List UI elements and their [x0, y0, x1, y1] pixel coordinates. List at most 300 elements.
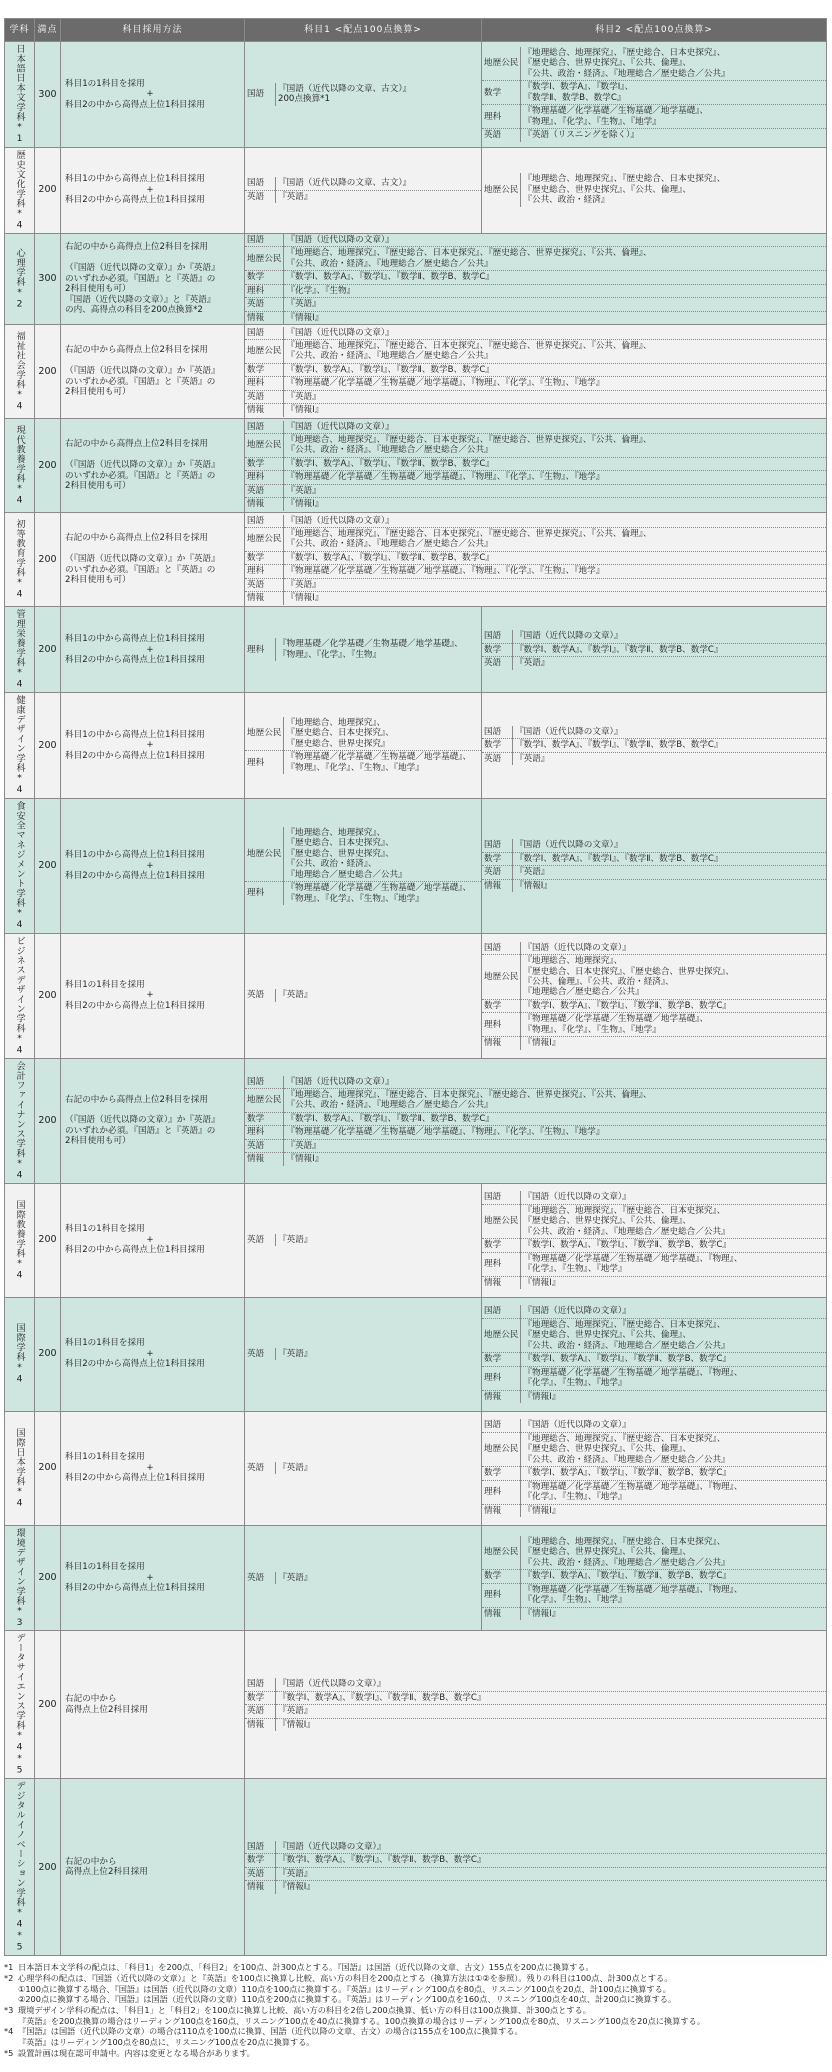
- footnote: [4, 1973, 826, 1984]
- subject-line: 『地理総合、地理探究』、『歴史総合、日本史探究』、『歴史総合、世界史探究』、『公共、倫理』、: [286, 434, 652, 445]
- subject-group-table: [245, 1462, 481, 1474]
- subject-group-row: [245, 498, 826, 511]
- dept-name: デジタルイノベーション学科*4*5: [14, 1781, 26, 1954]
- subject-lines: [521, 1353, 826, 1366]
- subject-group-row: [245, 1234, 481, 1246]
- subject-label: 国語: [482, 1419, 521, 1432]
- subject-label: 数学: [245, 271, 284, 284]
- subject-group-row: [482, 1353, 826, 1366]
- table-row: [5, 693, 827, 799]
- subject-label: 地歴公民: [482, 1318, 521, 1352]
- subject-group-row: [482, 955, 826, 1000]
- subject-label: 地歴公民: [245, 339, 284, 363]
- method-line: [65, 356, 240, 366]
- subject-label: 数学: [482, 1570, 521, 1583]
- method-line: 2科目使用も可）: [65, 387, 131, 398]
- subject-label: 英語: [245, 1572, 276, 1584]
- subject-line: 『情報Ⅰ』: [278, 1882, 315, 1893]
- subject-group-row: [482, 1191, 826, 1204]
- subject-line: 『数学Ⅰ、数学A』、『数学Ⅰ』、『数学Ⅱ、数学B、数学C』: [278, 1855, 486, 1866]
- subject-line: 『数学Ⅱ、数学B、数学C』: [523, 92, 626, 103]
- subject-line: 『地理総合、地理探究』、: [523, 956, 623, 967]
- subject-lines: [276, 1348, 482, 1360]
- method-line: （『国語（近代以降の文章）』か『英語』: [65, 263, 220, 274]
- subject-line: 『情報Ⅰ』: [523, 1391, 561, 1402]
- subject-group-row: [245, 1348, 481, 1360]
- subject-group-row: [482, 1419, 826, 1432]
- subject-lines: [513, 630, 827, 643]
- table-row: [5, 799, 827, 934]
- dept-cell: [5, 1411, 35, 1525]
- method-line: +: [146, 1234, 154, 1245]
- subject-lines: [284, 311, 826, 324]
- subject-group-row: [245, 989, 481, 1001]
- subject-lines: [513, 726, 827, 739]
- footnote-mark: *1: [4, 1962, 14, 1973]
- subject-group-row: [245, 1112, 826, 1125]
- subject-line: 『国語（近代以降の文章、古文）』: [278, 83, 412, 94]
- dept-cell: [5, 1779, 35, 1956]
- footnote: [4, 1984, 826, 1995]
- subject-group-table: [482, 1419, 826, 1517]
- subject-lines: [276, 1678, 827, 1691]
- subject-group-row: [245, 433, 826, 457]
- table-row: [5, 233, 827, 324]
- subject-lines: [276, 989, 482, 1001]
- subject-lines: [521, 1204, 826, 1238]
- subject-line: 『国語（近代以降の文章）』: [523, 1192, 631, 1203]
- subject-selection-table: [4, 18, 827, 1956]
- subject-line: 『地理総合、地理探究』、『歴史総合、日本史探究』、: [523, 174, 726, 185]
- subject-lines: [521, 1252, 826, 1276]
- method-cell: [61, 1297, 245, 1411]
- subject-line: 『公共、政治・経済』、『地理総合／歴史総合／公共』: [286, 258, 493, 269]
- subject-lines: [276, 177, 482, 190]
- dept-name: 国際教養学科*4: [14, 1199, 26, 1281]
- subject-line: 『物理』、『化学』、『生物』: [278, 649, 382, 660]
- subject-lines: [284, 363, 826, 376]
- subject-group-row: [245, 471, 826, 484]
- subject-group-row: [245, 1691, 826, 1704]
- method-line: 科目1の1科目を採用: [65, 979, 145, 990]
- subject-lines: [276, 83, 482, 106]
- method-line: 科目2の中から高得点上位1科目採用: [65, 1359, 205, 1370]
- points-cell: 200: [35, 325, 61, 419]
- subject-label: 英語: [482, 866, 513, 879]
- subject-lines: [521, 1037, 826, 1050]
- method-line: 科目1の1科目を採用: [65, 1452, 145, 1463]
- subject-group-row: [245, 1462, 481, 1474]
- subject-line: 『公共、政治・経済』、『地理総合／歴史総合／公共』: [286, 539, 493, 550]
- method-line: 右記の中から高得点上位2科目を採用: [65, 439, 208, 450]
- subject-label: 数学: [245, 1854, 276, 1867]
- subject1-cell: [245, 1779, 827, 1956]
- subject-line: 『物理基礎／化学基礎／生物基礎／地学基礎』、『物理』、: [523, 1253, 743, 1264]
- subject-line: 『情報Ⅰ』: [286, 312, 324, 323]
- method-line: 科目2の中から高得点上位1科目採用: [65, 871, 205, 882]
- subject-group-table: [245, 234, 826, 324]
- subject-lines: [521, 81, 826, 105]
- subject-line: 『英語』: [278, 191, 313, 202]
- dept-cell: [5, 419, 35, 513]
- method-line: 2科目使用も可）: [65, 481, 131, 492]
- dept-name: 心理学科*2: [14, 248, 26, 310]
- subject-label: 情報: [245, 404, 284, 417]
- points-cell: 200: [35, 933, 61, 1058]
- subject-line: 『国語（近代以降の文章）』: [278, 1679, 386, 1690]
- subject-label: 英語: [245, 298, 284, 311]
- subject-lines: [513, 852, 827, 865]
- subject-group-row: [482, 105, 826, 129]
- subject-label: 国語: [245, 421, 284, 434]
- subject-label: 英語: [482, 657, 513, 670]
- subject-group-row: [482, 1013, 826, 1037]
- subject-line: 『公共、政治・経済』、『地理総合／歴史総合／公共』: [523, 1340, 730, 1351]
- subject-line: 『歴史総合、日本史探究』、: [286, 838, 394, 849]
- subject-lines: [521, 1583, 826, 1607]
- subject-line: 『地理総合、地理探究』、『歴史総合、日本史探究』、: [523, 1433, 726, 1444]
- subject-lines: [284, 271, 826, 284]
- subject-label: 情報: [245, 1153, 284, 1166]
- subject-lines: [284, 339, 826, 363]
- method-line: 科目2の中から高得点上位1科目採用: [65, 655, 205, 666]
- table-row: [5, 607, 827, 693]
- dept-cell: [5, 1183, 35, 1297]
- footnote-mark: *2: [4, 1973, 14, 1984]
- subject1-cell: [245, 1411, 482, 1525]
- subject-group-table: [245, 1841, 826, 1894]
- subject-label: 情報: [482, 1037, 521, 1050]
- subject-line: 『英語（リスニングを除く）』: [523, 130, 640, 141]
- subject-group-table: [245, 1348, 481, 1360]
- subject-group-table: [245, 638, 481, 661]
- subject-group-table: [482, 1536, 826, 1620]
- subject-label: 情報: [245, 311, 284, 324]
- subject-group-row: [482, 643, 826, 656]
- subject-label: 理科: [482, 1583, 521, 1607]
- subject-line: 『数学Ⅰ、数学A』、『数学Ⅰ』、『数学Ⅱ、数学B、数学C』: [278, 1692, 486, 1703]
- subject-line: 『公共、政治・経済』、『地理総合／歴史総合／公共』: [523, 1557, 730, 1568]
- subject1-cell: [245, 42, 482, 148]
- subject-line: 『物理基礎／化学基礎／生物基礎／地学基礎』、: [286, 752, 472, 763]
- points-cell: 200: [35, 1525, 61, 1631]
- subject-group-row: [482, 1432, 826, 1466]
- subject-label: 国語: [245, 1841, 276, 1854]
- subject-group-row: [482, 129, 826, 142]
- subject-label: 地歴公民: [245, 1089, 284, 1113]
- subject-line: 『歴史総合、日本史探究』、: [286, 728, 394, 739]
- method-cell: [61, 799, 245, 934]
- subject-label: 地歴公民: [482, 173, 521, 206]
- subject1-cell: [245, 607, 482, 693]
- subject-group-row: [245, 1139, 826, 1152]
- subject-label: 情報: [482, 1504, 521, 1517]
- subject-line: 『英語』: [286, 579, 321, 590]
- method-line: 高得点上位2科目採用: [65, 1867, 148, 1878]
- dept-name: 初等教育学科*4: [14, 519, 26, 601]
- points-cell: 300: [35, 42, 61, 148]
- subject-line: 『公共、政治・経済』、『地理総合／歴史総合／公共』: [523, 1454, 730, 1465]
- subject-line: 『化学』、『生物』、『地学』: [523, 1595, 627, 1606]
- subject-label: 英語: [245, 1348, 276, 1360]
- subject-line: 『数学Ⅰ、数学A』、『数学Ⅰ』、『数学Ⅱ、数学B、数学C』: [286, 272, 494, 283]
- dept-cell: [5, 233, 35, 324]
- subject-lines: [513, 739, 827, 752]
- subject-label: 情報: [482, 1390, 521, 1403]
- subject-group-row: [245, 311, 826, 324]
- subject-lines: [513, 643, 827, 656]
- subject-lines: [521, 1305, 826, 1318]
- subject-group-row: [482, 47, 826, 81]
- method-cell: [61, 607, 245, 693]
- header-method: 科目採用方法: [61, 19, 245, 42]
- subject-group-row: [245, 1089, 826, 1113]
- subject-line: 『英語』: [278, 1572, 313, 1583]
- method-cell: [61, 1411, 245, 1525]
- method-line: 科目1の1科目を採用: [65, 1562, 145, 1573]
- subject-lines: [284, 551, 826, 564]
- subject-group-table: [245, 717, 481, 774]
- method-line: +: [146, 990, 154, 1001]
- subject-line: 『国語（近代以降の文章）』: [523, 1420, 631, 1431]
- method-line: 科目2の中から高得点上位1科目採用: [65, 99, 205, 110]
- subject-line: 『公共、倫理』、『公共、政治・経済』、: [523, 976, 674, 987]
- method-line: [65, 450, 240, 460]
- subject-line: 『情報Ⅰ』: [278, 1719, 315, 1730]
- method-cell: [61, 325, 245, 419]
- subject-label: 国語: [482, 1191, 521, 1204]
- points-cell: 200: [35, 1411, 61, 1525]
- subject-line: 『物理基礎／化学基礎／生物基礎／地学基礎』、: [286, 883, 472, 894]
- subject-label: 情報: [245, 1718, 276, 1731]
- subject-group-row: [245, 717, 481, 751]
- subject-label: 地歴公民: [482, 47, 521, 81]
- subject-label: 地歴公民: [482, 1204, 521, 1238]
- subject-label: 英語: [245, 1139, 284, 1152]
- dept-name: ビジネスデザイン学科*4: [14, 935, 26, 1056]
- subject-group-row: [482, 1305, 826, 1318]
- footnote-text: 『英語』を200点換算の場合はリーディング100点を160点、リスニング100点を40点に換算する。100点換算の場合はリーディング100点を80点、リスニング100点を20点に換算する。: [18, 2015, 705, 2026]
- dept-name: 会計ファイナンス学科*4: [14, 1060, 26, 1181]
- subject-line: 『英語』: [286, 391, 321, 402]
- subject-label: 国語: [245, 83, 276, 106]
- subject-line: 『国語（近代以降の文章）』: [523, 1306, 631, 1317]
- subject-line: 『国語（近代以降の文章）』: [515, 840, 623, 851]
- subject-group-row: [245, 1841, 826, 1854]
- subject-group-row: [482, 1570, 826, 1583]
- footnote-text: 環境デザイン学科の配点は、「科目1」と「科目2」を100点に換算し比較、高い方の科目を2倍し200点換算、低い方の科目は100点換算、計300点とする。: [18, 2005, 591, 2016]
- subject-group-row: [245, 327, 826, 340]
- subject1-cell: [245, 1297, 482, 1411]
- subject-label: 国語: [482, 630, 513, 643]
- subject-line: 『情報Ⅰ』: [286, 405, 324, 416]
- subject-group-row: [245, 339, 826, 363]
- subject-group-row: [245, 1854, 826, 1867]
- subject-line: 『化学』、『生物』、『地学』: [523, 1264, 627, 1275]
- subject-lines: [521, 173, 826, 206]
- subject-line: 『物理』、『化学』、『生物』、『地学』: [523, 116, 661, 127]
- subject-lines: [284, 717, 481, 751]
- subject-line: 『歴史総合、世界史探究』、『公共、倫理』、: [523, 1444, 691, 1455]
- subject-label: 英語: [482, 129, 521, 142]
- subject-line: 『数学Ⅰ、数学A』、『数学Ⅰ』、『数学Ⅱ、数学B、数学C』: [286, 458, 494, 469]
- subject-line: 『歴史総合、世界史探究』、: [286, 848, 394, 859]
- subject-label: 国語: [482, 1305, 521, 1318]
- subject-lines: [284, 484, 826, 497]
- points-cell: 200: [35, 147, 61, 233]
- subject-group-row: [482, 630, 826, 643]
- points-cell: 200: [35, 693, 61, 799]
- subject-label: 数学: [245, 363, 284, 376]
- method-line: 右記の中から高得点上位2科目を採用: [65, 345, 208, 356]
- subject-line: 『公共、政治・経済』、『地理総合／歴史総合／公共』: [523, 1226, 730, 1237]
- dept-cell: [5, 42, 35, 148]
- subject-lines: [284, 247, 826, 271]
- method-line: のいずれか必須。『国語』と『英語』の: [65, 564, 216, 575]
- subject1-cell: [245, 693, 482, 799]
- subject-group-row: [245, 177, 481, 190]
- method-cell: [61, 1779, 245, 1956]
- subject-line: 『歴史総合、世界史探究』、『公共、倫理』、: [523, 1330, 691, 1341]
- subject2-cell: [482, 1411, 827, 1525]
- subject-lines: [284, 498, 826, 511]
- method-line: 科目2の中から高得点上位1科目採用: [65, 1245, 205, 1256]
- subject-group-table: [482, 47, 826, 142]
- subject-group-row: [482, 1239, 826, 1252]
- subject-lines: [513, 657, 827, 670]
- method-cell: [61, 693, 245, 799]
- subject-line: 『物理基礎／化学基礎／生物基礎／地学基礎』、『物理』、『化学』、『生物』、『地学』: [286, 566, 605, 577]
- subject-label: 理科: [245, 377, 284, 390]
- subject2-cell: [482, 693, 827, 799]
- subject1-cell: [245, 325, 827, 419]
- dept-cell: [5, 1525, 35, 1631]
- subject-label: 数学: [482, 852, 513, 865]
- subject-line: 『英語』: [286, 299, 321, 310]
- method-line: （『国語（近代以降の文章）』か『英語』: [65, 1115, 220, 1126]
- method-cell: [61, 1058, 245, 1183]
- method-line: 科目1の中から高得点上位1科目採用: [65, 174, 205, 185]
- subject2-cell: [482, 607, 827, 693]
- subject-lines: [521, 1191, 826, 1204]
- subject-lines: [276, 1881, 827, 1894]
- points-cell: 200: [35, 1779, 61, 1956]
- subject-lines: [521, 1536, 826, 1570]
- subject-line: 『数学Ⅰ、数学A』、『数学Ⅰ』、『数学Ⅱ、数学B、数学C』: [523, 1000, 731, 1011]
- subject-line: 『国語（近代以降の文章）』: [286, 421, 394, 432]
- subject-group-row: [482, 839, 826, 852]
- subject-line: 『公共、政治・経済』、『地理総合／歴史総合／公共』: [286, 1100, 493, 1111]
- subject-lines: [276, 1705, 827, 1718]
- subject1-cell: [245, 233, 827, 324]
- dept-cell: [5, 325, 35, 419]
- subject-group-row: [245, 638, 481, 661]
- subject-group-row: [482, 1276, 826, 1289]
- subject-lines: [276, 1462, 482, 1474]
- subject-group-row: [245, 751, 481, 774]
- dept-cell: [5, 607, 35, 693]
- subject-group-row: [245, 1076, 826, 1089]
- subject-line: 『情報Ⅰ』: [523, 1277, 561, 1288]
- subject-line: 『英語』: [286, 1140, 321, 1151]
- subject-line: 『化学』、『生物』: [286, 285, 356, 296]
- subject-label: 国語: [482, 726, 513, 739]
- subject-group-row: [482, 726, 826, 739]
- subject-line: 『情報Ⅰ』: [523, 1505, 561, 1516]
- subject-group-row: [482, 1037, 826, 1050]
- subject-label: 英語: [482, 752, 513, 765]
- subject-label: 数学: [245, 457, 284, 470]
- dept-name: データサイエンス学科*4*5: [14, 1633, 26, 1777]
- subject-line: 『物理』、『化学』、『生物』、『地学』: [523, 1024, 661, 1035]
- subject-lines: [521, 1607, 826, 1620]
- table-row: [5, 1411, 827, 1525]
- subject-lines: [284, 527, 826, 551]
- subject-line: 『情報Ⅰ』: [286, 499, 324, 510]
- subject-line: 『物理基礎／化学基礎／生物基礎／地学基礎』、『物理』、: [523, 1481, 743, 1492]
- dept-name: 健康デザイン学科*4: [14, 695, 26, 797]
- method-cell: [61, 1525, 245, 1631]
- subject-group-row: [245, 1678, 826, 1691]
- subject-group-row: [245, 827, 481, 882]
- subject2-cell: [482, 1183, 827, 1297]
- subject1-cell: [245, 1525, 482, 1631]
- subject-lines: [276, 1841, 827, 1854]
- subject-label: 理科: [245, 751, 284, 774]
- subject-label: 英語: [245, 1462, 276, 1474]
- subject-line: 『数学Ⅰ、数学A』、『数学Ⅰ』、『数学Ⅱ、数学B、数学C』: [515, 740, 723, 751]
- method-line: +: [146, 1462, 154, 1473]
- subject-line: 『情報Ⅰ』: [523, 1038, 561, 1049]
- subject2-cell: [482, 799, 827, 934]
- subject-label: 情報: [482, 1276, 521, 1289]
- subject-line: 『化学』、『生物』、『地学』: [523, 1378, 627, 1389]
- footnote-text: 心理学科の配点は、『国語（近代以降の文章）』と『英語』を100点に換算し比較、高い方の科目を200点とする（換算方法は①②を参照）。残りの科目は100点、計300点とする。: [18, 1973, 673, 1984]
- subject-label: 地歴公民: [245, 827, 284, 882]
- subject-line: 『情報Ⅰ』: [523, 1608, 561, 1619]
- subject-lines: [276, 638, 482, 661]
- subject-line: 『数学Ⅰ、数学A』、『数学Ⅰ』、『数学Ⅱ、数学B、数学C』: [286, 1113, 494, 1124]
- subject1-cell: [245, 419, 827, 513]
- subject-label: 地歴公民: [482, 955, 521, 1000]
- subject-label: 国語: [245, 1076, 284, 1089]
- dept-cell: [5, 513, 35, 607]
- subject-lines: [276, 1572, 482, 1584]
- method-line: 右記の中から高得点上位2科目を採用: [65, 533, 208, 544]
- subject-group-table: [482, 839, 826, 892]
- method-line: +: [146, 740, 154, 751]
- method-line: [65, 253, 240, 263]
- method-line: の内、高得点の科目を200点換算*2: [65, 305, 203, 316]
- subject-lines: [521, 999, 826, 1012]
- subject-group-row: [245, 527, 826, 551]
- points-cell: 200: [35, 419, 61, 513]
- subject-group-table: [245, 989, 481, 1001]
- subject-label: 情報: [245, 1881, 276, 1894]
- subject-group-row: [482, 1536, 826, 1570]
- subject-lines: [521, 1390, 826, 1403]
- subject-lines: [276, 1854, 827, 1867]
- subject-lines: [284, 578, 826, 591]
- header-points: 満点: [35, 19, 61, 42]
- subject-group-row: [245, 1718, 826, 1731]
- dept-cell: [5, 1058, 35, 1183]
- method-line: 科目2の中から高得点上位1科目採用: [65, 750, 205, 761]
- subject-group-row: [482, 657, 826, 670]
- subject-line: 『公共、政治・経済』: [523, 195, 610, 206]
- subject-group-row: [245, 298, 826, 311]
- subject-line: 『国語（近代以降の文章）』: [523, 942, 631, 953]
